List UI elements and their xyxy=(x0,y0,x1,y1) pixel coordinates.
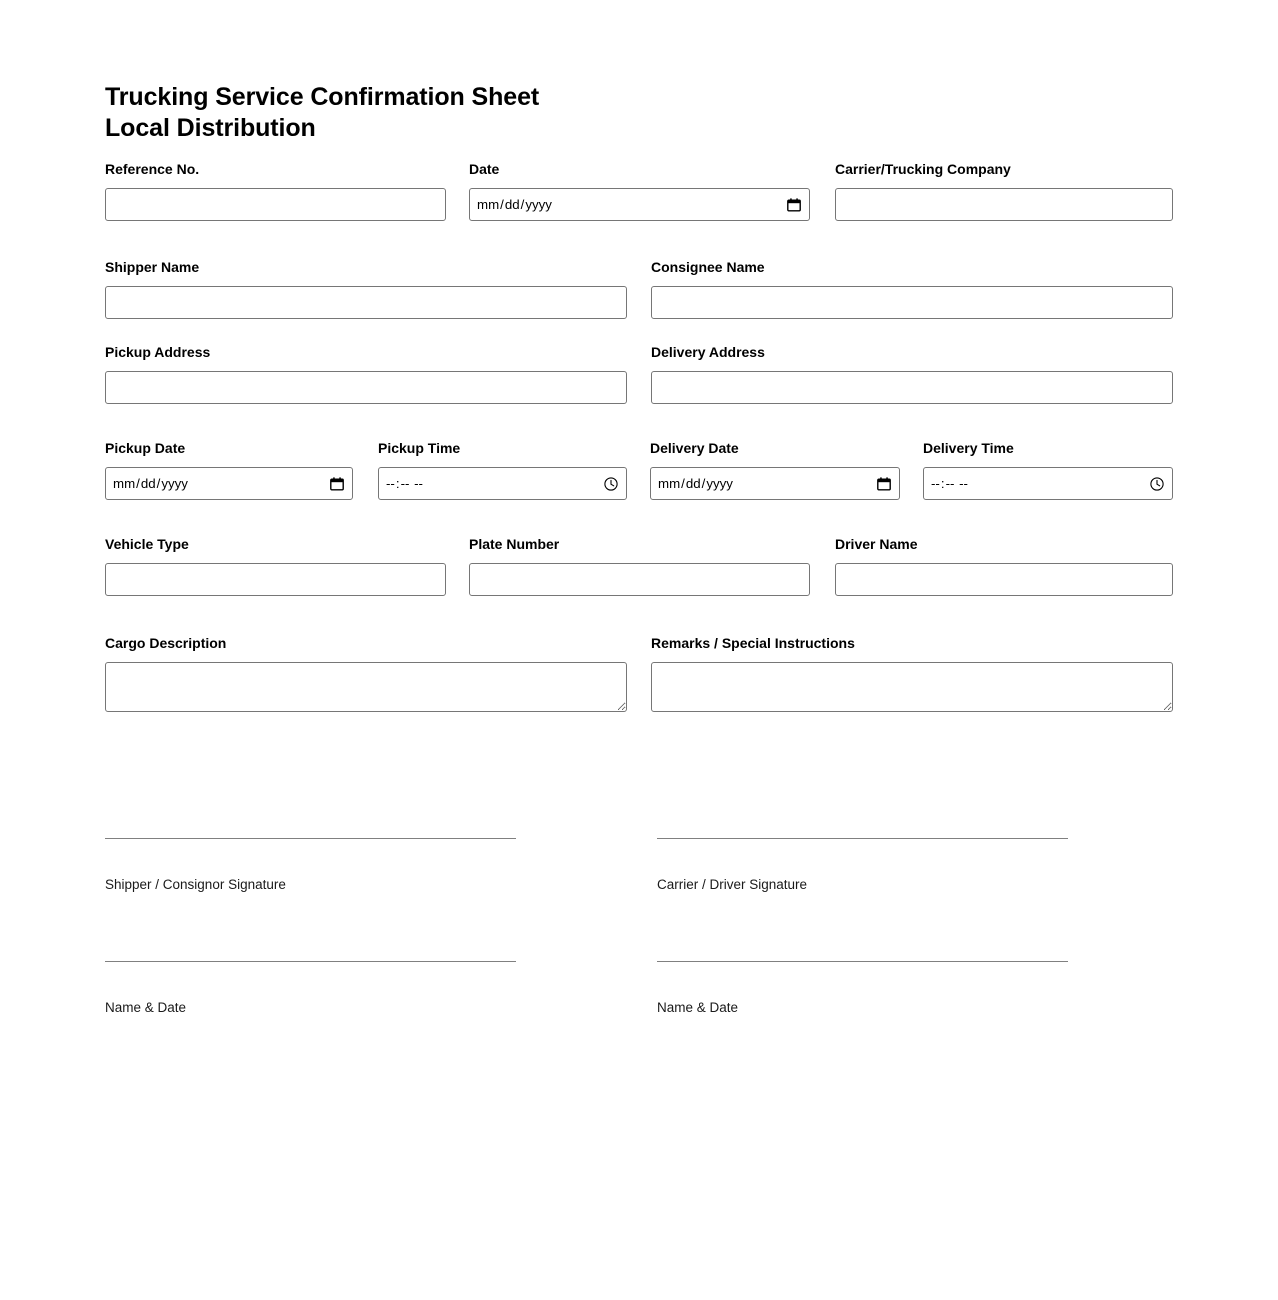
form-row-vehicle xyxy=(105,535,1173,596)
delivery-address-input[interactable] xyxy=(651,371,1173,404)
signature-row-primary xyxy=(105,838,1173,894)
field-driver-name xyxy=(835,535,1173,596)
field-vehicle-type xyxy=(105,535,446,596)
date-input-wrapper xyxy=(469,188,810,221)
signature-spacer xyxy=(105,894,1173,961)
field-date xyxy=(469,160,810,221)
cargo-description-textarea[interactable] xyxy=(105,662,627,712)
pickup-address-input[interactable] xyxy=(105,371,627,404)
label-shipper-name: Shipper Name xyxy=(105,259,200,275)
signature-row-name-date xyxy=(105,961,1173,1017)
label-reference-no: Reference No. xyxy=(105,161,200,177)
name-date-line xyxy=(105,961,516,962)
vehicle-type-input[interactable] xyxy=(105,563,446,596)
label-pickup-date: Pickup Date xyxy=(105,440,186,456)
field-pickup-date xyxy=(105,439,353,500)
form-row-cargo-remarks xyxy=(105,634,1173,712)
form-row-addresses xyxy=(105,343,1173,404)
carrier-company-input[interactable] xyxy=(835,188,1173,221)
date-input[interactable] xyxy=(469,188,810,221)
row-spacer xyxy=(105,319,1173,343)
label-pickup-time: Pickup Time xyxy=(378,440,461,456)
label-date: Date xyxy=(469,161,500,177)
field-pickup-address xyxy=(105,343,627,404)
label-cargo-description: Cargo Description xyxy=(105,635,227,651)
field-plate-number xyxy=(469,535,810,596)
page-title-line-2: Local Distribution xyxy=(105,114,316,142)
field-consignee-name xyxy=(651,258,1173,319)
form-row-schedule xyxy=(105,439,1173,500)
signature-line xyxy=(105,838,516,839)
row-spacer xyxy=(105,404,1173,439)
trucking-confirmation-form xyxy=(105,160,1173,712)
page-title-line-1: Trucking Service Confirmation Sheet xyxy=(105,83,540,111)
delivery-time-wrapper xyxy=(923,467,1173,500)
label-consignee-name: Consignee Name xyxy=(651,259,765,275)
field-carrier-company xyxy=(835,160,1173,221)
row-spacer xyxy=(105,500,1173,535)
field-delivery-time xyxy=(923,439,1173,500)
field-delivery-date xyxy=(650,439,900,500)
pickup-time-wrapper xyxy=(378,467,627,500)
label-delivery-address: Delivery Address xyxy=(651,344,765,360)
field-reference-no xyxy=(105,160,446,221)
name-date-block-shipper xyxy=(105,961,516,1017)
row-spacer xyxy=(105,596,1173,634)
label-vehicle-type: Vehicle Type xyxy=(105,536,189,552)
row-spacer xyxy=(105,221,1173,258)
consignee-name-input[interactable] xyxy=(651,286,1173,319)
form-row-names xyxy=(105,258,1173,319)
shipper-name-input[interactable] xyxy=(105,286,627,319)
pickup-time-input[interactable] xyxy=(378,467,627,500)
label-delivery-date: Delivery Date xyxy=(650,440,739,456)
signature-line xyxy=(657,838,1068,839)
name-date-line xyxy=(657,961,1068,962)
name-date-caption-shipper: Name & Date xyxy=(105,1000,187,1015)
form-row-reference xyxy=(105,160,1173,221)
field-delivery-address xyxy=(651,343,1173,404)
label-delivery-time: Delivery Time xyxy=(923,440,1014,456)
label-carrier-company: Carrier/Trucking Company xyxy=(835,161,1011,177)
signature-block-shipper xyxy=(105,838,516,894)
reference-no-input[interactable] xyxy=(105,188,446,221)
name-date-block-carrier xyxy=(657,961,1068,1017)
delivery-date-wrapper xyxy=(650,467,900,500)
label-remarks: Remarks / Special Instructions xyxy=(651,635,855,651)
name-date-caption-carrier: Name & Date xyxy=(657,1000,739,1015)
pickup-date-wrapper xyxy=(105,467,353,500)
delivery-date-input[interactable] xyxy=(650,467,900,500)
page-title xyxy=(105,82,539,144)
field-cargo-description xyxy=(105,634,627,712)
driver-name-input[interactable] xyxy=(835,563,1173,596)
pickup-date-input[interactable] xyxy=(105,467,353,500)
label-pickup-address: Pickup Address xyxy=(105,344,211,360)
signature-caption-carrier: Carrier / Driver Signature xyxy=(657,877,808,892)
signature-block-carrier xyxy=(657,838,1068,894)
remarks-textarea[interactable] xyxy=(651,662,1173,712)
label-driver-name: Driver Name xyxy=(835,536,918,552)
label-plate-number: Plate Number xyxy=(469,536,560,552)
field-remarks xyxy=(651,634,1173,712)
signature-section xyxy=(105,838,1173,1017)
delivery-time-input[interactable] xyxy=(923,467,1173,500)
field-shipper-name xyxy=(105,258,627,319)
signature-caption-shipper: Shipper / Consignor Signature xyxy=(105,877,286,892)
field-pickup-time xyxy=(378,439,627,500)
plate-number-input[interactable] xyxy=(469,563,810,596)
